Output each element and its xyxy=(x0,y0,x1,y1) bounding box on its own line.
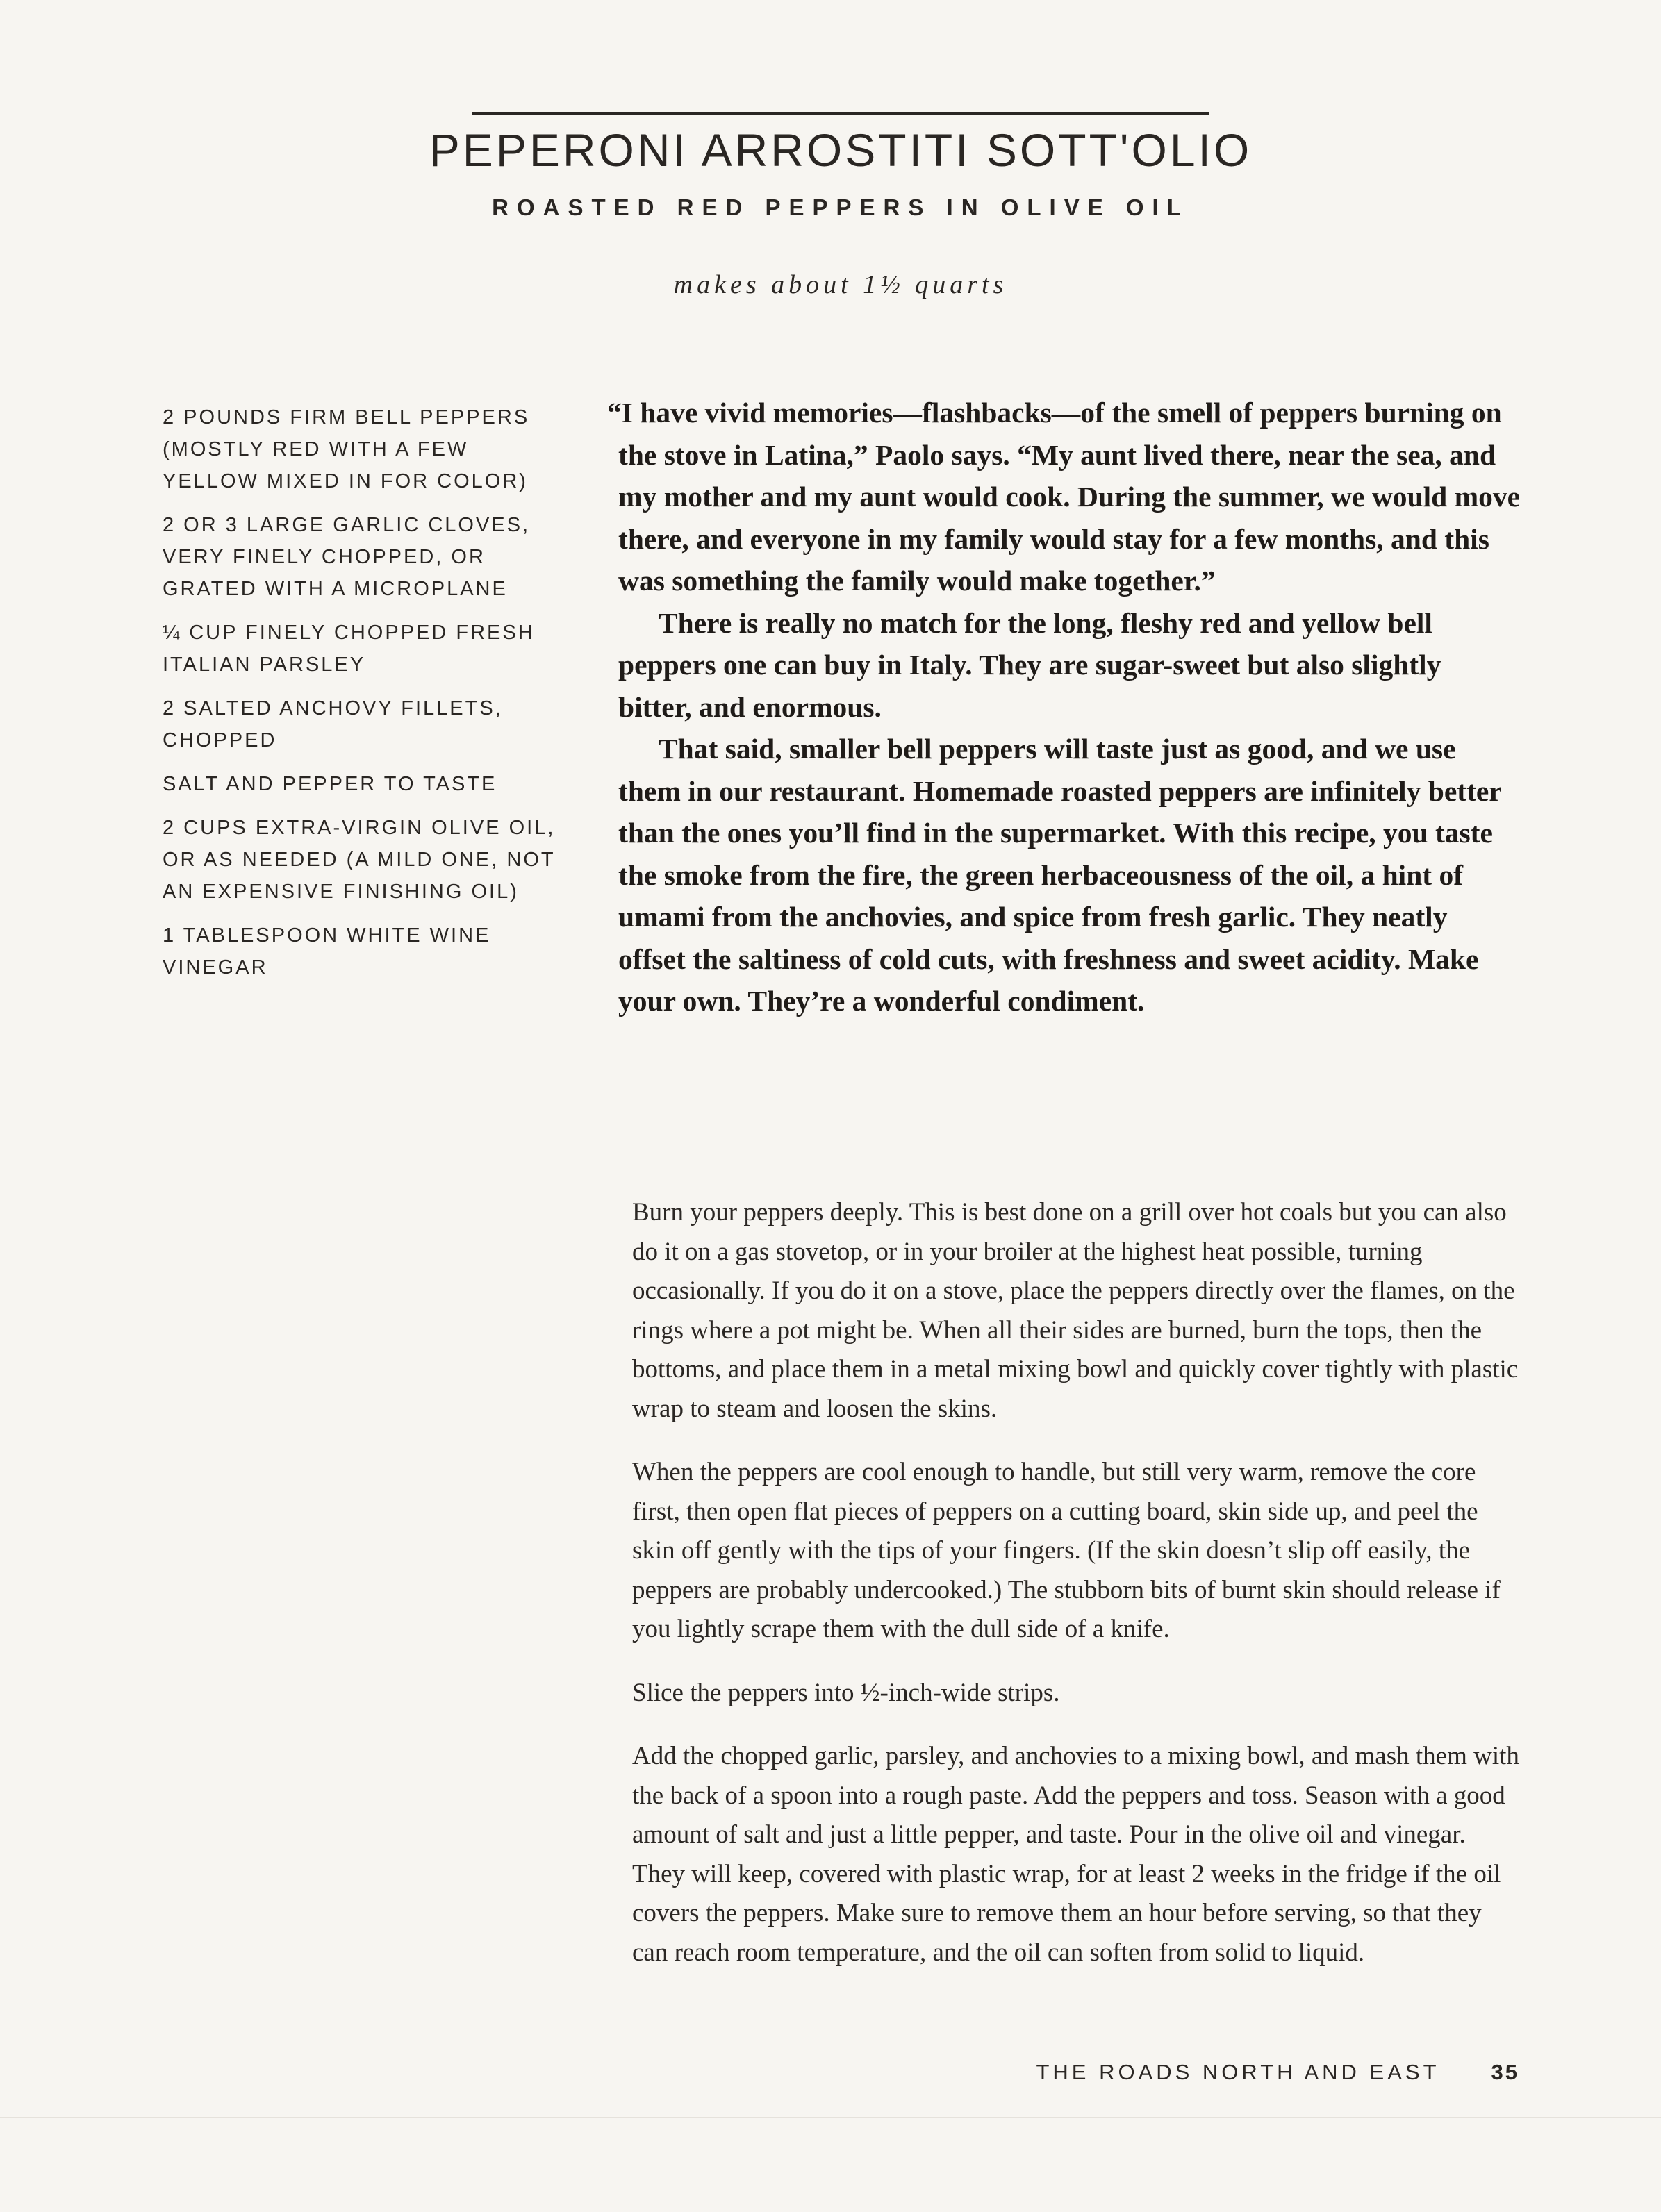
method-steps xyxy=(632,1193,1521,1997)
recipe-subtitle: ROASTED RED PEPPERS IN OLIVE OIL xyxy=(492,194,1189,220)
ingredient-item: ¼ CUP FINELY CHOPPED FRESH ITALIAN PARSLEY xyxy=(163,622,535,676)
page-number: 35 xyxy=(1491,2060,1519,2084)
method-step: Burn your peppers deeply. This is best done on a grill over hot coals but you can also do it on a gas stovetop, or in your broiler at the highest heat possible, turning occasionally. If you do it on a stove, place the peppers directly over the flames, on the rings where a pot might be. When all their sides are burned, burn the tops, then the bottoms, and place them in a metal mixing bowl and quickly cover tightly with plastic wrap to steam and loosen the skins. xyxy=(632,1198,1519,1423)
headnote-paragraph: That said, smaller bell peppers will taste just as good, and we use them in our restaurant. Homemade roasted peppers are infinitely better than the ones you’ll find in the supermarket. With this recipe, you taste the smoke from the fire, the green herbaceousness of the oil, a hint of umami from the anchovies, and spice from fresh garlic. They neatly offset the saltiness of cold cuts, with freshness and sweet acidity. Make your own. They’re a wonderful condiment. xyxy=(618,733,1501,1017)
title-rule xyxy=(472,112,1209,115)
recipe-yield: makes about 1½ quarts xyxy=(673,270,1008,299)
ingredient-item: 2 OR 3 LARGE GARLIC CLOVES, VERY FINELY CHOPPED, OR GRATED WITH A MICROPLANE xyxy=(163,514,531,600)
headnote-paragraph: There is really no match for the long, fleshy red and yellow bell peppers one can buy in Italy. They are sugar-sweet but also slightly bitter, and enormous. xyxy=(618,606,1441,723)
page-footer xyxy=(1036,2060,1519,2085)
headnote-paragraph: “I have vivid memories—flashbacks—of the smell of peppers burning on the stove in Latina,” Paolo says. “My aunt lived there, near the sea, and my mother and my aunt would cook. During the summer, we would move there, and everyone in my family would stay for a few months, and this was something the family would make together.” xyxy=(607,397,1521,597)
running-footer-section: THE ROADS NORTH AND EAST xyxy=(1036,2060,1440,2084)
method-step: Slice the peppers into ½-inch-wide strips. xyxy=(632,1678,1060,1707)
ingredient-item: SALT AND PEPPER TO TASTE xyxy=(163,773,497,795)
ingredient-item: 2 CUPS EXTRA-VIRGIN OLIVE OIL, OR AS NEEDED (A MILD ONE, NOT AN EXPENSIVE FINISHING OIL) xyxy=(163,817,556,903)
page-bottom-line xyxy=(0,2117,1661,2118)
ingredient-item: 2 SALTED ANCHOVY FILLETS, CHOPPED xyxy=(163,697,503,751)
method-step: When the peppers are cool enough to handle, but still very warm, remove the core first, then open flat pieces of peppers on a cutting board, skin side up, and peel the skin off gently with the tips of your fingers. (If the skin doesn’t slip off easily, the peppers are probably undercooked.) The stubborn bits of burnt skin should release if you lightly scrape them with the dull side of a knife. xyxy=(632,1458,1501,1643)
ingredient-item: 2 POUNDS FIRM BELL PEPPERS (MOSTLY RED WITH A FEW YELLOW MIXED IN FOR COLOR) xyxy=(163,406,530,492)
ingredient-item: 1 TABLESPOON WHITE WINE VINEGAR xyxy=(163,924,491,979)
method-step: Add the chopped garlic, parsley, and anchovies to a mixing bowl, and mash them with the back of a spoon into a rough paste. Add the peppers and toss. Season with a good amount of salt and just a little pepper, and taste. Pour in the olive oil and vinegar. They will keep, covered with plastic wrap, for at least 2 weeks in the fridge if the oil covers the peppers. Make sure to remove them an hour before serving, so that they can reach room temperature, and the oil can soften from solid to liquid. xyxy=(632,1742,1519,1967)
headnote xyxy=(607,392,1521,1022)
recipe-title: PEPERONI ARROSTITI SOTT'OLIO xyxy=(429,124,1253,176)
ingredient-list xyxy=(163,401,565,995)
